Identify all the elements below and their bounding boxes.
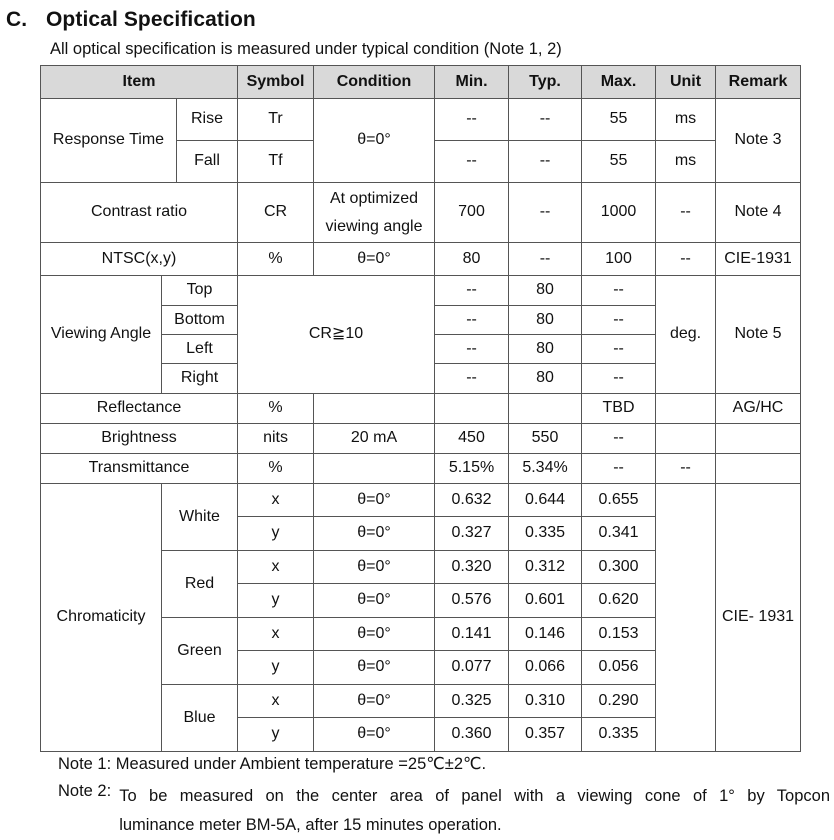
viewing-unit: deg.: [656, 276, 716, 394]
transmittance-min: 5.15%: [435, 454, 509, 484]
response-condition: θ=0°: [314, 99, 435, 183]
ntsc-unit: --: [656, 243, 716, 276]
brightness-unit: [656, 424, 716, 454]
table-row: [41, 454, 801, 484]
viewing-bottom-typ: 80: [509, 306, 582, 335]
header-symbol: Symbol: [238, 66, 314, 99]
blue-x-symbol: x: [238, 685, 314, 718]
viewing-condition: CR≧10: [238, 276, 435, 394]
green-x-max: 0.153: [582, 618, 656, 651]
response-remark: Note 3: [716, 99, 801, 183]
contrast-label: Contrast ratio: [41, 183, 238, 243]
green-y-min: 0.077: [435, 651, 509, 685]
note-2-label: Note 2:: [58, 782, 112, 800]
red-x-max: 0.300: [582, 551, 656, 584]
green-y-typ: 0.066: [509, 651, 582, 685]
reflectance-label: Reflectance: [41, 394, 238, 424]
fall-min: --: [435, 141, 509, 183]
transmittance-condition: [314, 454, 435, 484]
ntsc-max: 100: [582, 243, 656, 276]
blue-label: Blue: [162, 685, 238, 752]
contrast-condition: At optimized viewing angle: [314, 183, 435, 243]
table-row: [41, 183, 801, 243]
viewing-top-min: --: [435, 276, 509, 306]
optical-spec-table: [40, 65, 801, 752]
red-label: Red: [162, 551, 238, 618]
blue-y-condition: θ=0°: [314, 718, 435, 752]
transmittance-remark: [716, 454, 801, 484]
white-x-symbol: x: [238, 484, 314, 517]
ntsc-remark: CIE-1931: [716, 243, 801, 276]
green-x-min: 0.141: [435, 618, 509, 651]
table-row: [41, 243, 801, 276]
blue-x-min: 0.325: [435, 685, 509, 718]
viewing-left-max: --: [582, 335, 656, 364]
chromaticity-label: Chromaticity: [41, 484, 162, 752]
brightness-symbol: nits: [238, 424, 314, 454]
reflectance-condition: [314, 394, 435, 424]
blue-x-typ: 0.310: [509, 685, 582, 718]
brightness-max: --: [582, 424, 656, 454]
contrast-min: 700: [435, 183, 509, 243]
contrast-symbol: CR: [238, 183, 314, 243]
ntsc-label: NTSC(x,y): [41, 243, 238, 276]
header-row: [41, 66, 801, 99]
fall-max: 55: [582, 141, 656, 183]
brightness-min: 450: [435, 424, 509, 454]
brightness-remark: [716, 424, 801, 454]
red-y-min: 0.576: [435, 584, 509, 618]
red-x-symbol: x: [238, 551, 314, 584]
table-row: [41, 394, 801, 424]
note-2-line-1: To be measured on the center area of panel with a viewing cone of 1° by Topcon: [119, 787, 830, 805]
red-y-condition: θ=0°: [314, 584, 435, 618]
note-2-line-2: luminance meter BM-5A, after 15 minutes operation.: [119, 816, 502, 834]
reflectance-remark: AG/HC: [716, 394, 801, 424]
viewing-top-max: --: [582, 276, 656, 306]
brightness-typ: 550: [509, 424, 582, 454]
table-row: [41, 276, 801, 306]
ntsc-min: 80: [435, 243, 509, 276]
ntsc-symbol: %: [238, 243, 314, 276]
contrast-remark: Note 4: [716, 183, 801, 243]
chromaticity-unit: [656, 484, 716, 752]
white-y-condition: θ=0°: [314, 517, 435, 551]
viewing-top-label: Top: [162, 276, 238, 306]
green-label: Green: [162, 618, 238, 685]
section-number: C.: [6, 8, 28, 31]
green-y-symbol: y: [238, 651, 314, 685]
ntsc-condition: θ=0°: [314, 243, 435, 276]
rise-typ: --: [509, 99, 582, 141]
white-y-max: 0.341: [582, 517, 656, 551]
viewing-left-min: --: [435, 335, 509, 364]
header-unit: Unit: [656, 66, 716, 99]
transmittance-max: --: [582, 454, 656, 484]
red-y-symbol: y: [238, 584, 314, 618]
red-x-min: 0.320: [435, 551, 509, 584]
viewing-bottom-min: --: [435, 306, 509, 335]
white-x-typ: 0.644: [509, 484, 582, 517]
white-x-condition: θ=0°: [314, 484, 435, 517]
rise-unit: ms: [656, 99, 716, 141]
blue-x-condition: θ=0°: [314, 685, 435, 718]
blue-x-max: 0.290: [582, 685, 656, 718]
viewing-angle-label: Viewing Angle: [41, 276, 162, 394]
reflectance-symbol: %: [238, 394, 314, 424]
header-item: Item: [41, 66, 238, 99]
notes: [58, 754, 830, 840]
reflectance-unit: [656, 394, 716, 424]
header-remark: Remark: [716, 66, 801, 99]
viewing-left-label: Left: [162, 335, 238, 364]
contrast-max: 1000: [582, 183, 656, 243]
white-y-symbol: y: [238, 517, 314, 551]
white-label: White: [162, 484, 238, 551]
viewing-right-label: Right: [162, 364, 238, 394]
brightness-label: Brightness: [41, 424, 238, 454]
fall-typ: --: [509, 141, 582, 183]
note-1: Note 1: Measured under Ambient temperature =25℃±2℃.: [58, 755, 487, 773]
transmittance-typ: 5.34%: [509, 454, 582, 484]
note-2-text: [119, 782, 830, 840]
table-row: [41, 484, 801, 517]
viewing-bottom-max: --: [582, 306, 656, 335]
rise-symbol: Tr: [238, 99, 314, 141]
table-row: [41, 99, 801, 141]
blue-y-min: 0.360: [435, 718, 509, 752]
viewing-bottom-label: Bottom: [162, 306, 238, 335]
green-y-condition: θ=0°: [314, 651, 435, 685]
red-y-max: 0.620: [582, 584, 656, 618]
rise-min: --: [435, 99, 509, 141]
blue-y-symbol: y: [238, 718, 314, 752]
blue-y-typ: 0.357: [509, 718, 582, 752]
red-x-condition: θ=0°: [314, 551, 435, 584]
brightness-condition: 20 mA: [314, 424, 435, 454]
header-condition: Condition: [314, 66, 435, 99]
note-2: [58, 782, 830, 840]
header-max: Max.: [582, 66, 656, 99]
viewing-left-typ: 80: [509, 335, 582, 364]
fall-unit: ms: [656, 141, 716, 183]
chromaticity-remark: CIE- 1931: [716, 484, 801, 752]
green-x-symbol: x: [238, 618, 314, 651]
ntsc-typ: --: [509, 243, 582, 276]
green-x-condition: θ=0°: [314, 618, 435, 651]
viewing-top-typ: 80: [509, 276, 582, 306]
white-x-max: 0.655: [582, 484, 656, 517]
response-time-label: Response Time: [41, 99, 177, 183]
blue-y-max: 0.335: [582, 718, 656, 752]
rise-label: Rise: [177, 99, 238, 141]
fall-label: Fall: [177, 141, 238, 183]
transmittance-unit: --: [656, 454, 716, 484]
white-y-typ: 0.335: [509, 517, 582, 551]
green-x-typ: 0.146: [509, 618, 582, 651]
viewing-right-min: --: [435, 364, 509, 394]
viewing-right-typ: 80: [509, 364, 582, 394]
fall-symbol: Tf: [238, 141, 314, 183]
transmittance-label: Transmittance: [41, 454, 238, 484]
header-min: Min.: [435, 66, 509, 99]
white-x-min: 0.632: [435, 484, 509, 517]
header-typ: Typ.: [509, 66, 582, 99]
reflectance-max: TBD: [582, 394, 656, 424]
table-row: [41, 424, 801, 454]
section-title: [6, 8, 256, 32]
transmittance-symbol: %: [238, 454, 314, 484]
rise-max: 55: [582, 99, 656, 141]
section-heading: Optical Specification: [46, 8, 256, 31]
red-y-typ: 0.601: [509, 584, 582, 618]
viewing-right-max: --: [582, 364, 656, 394]
intro-text: All optical specification is measured under typical condition (Note 1, 2): [50, 40, 562, 58]
contrast-typ: --: [509, 183, 582, 243]
reflectance-min: [435, 394, 509, 424]
red-x-typ: 0.312: [509, 551, 582, 584]
contrast-unit: --: [656, 183, 716, 243]
viewing-remark: Note 5: [716, 276, 801, 394]
green-y-max: 0.056: [582, 651, 656, 685]
reflectance-typ: [509, 394, 582, 424]
white-y-min: 0.327: [435, 517, 509, 551]
